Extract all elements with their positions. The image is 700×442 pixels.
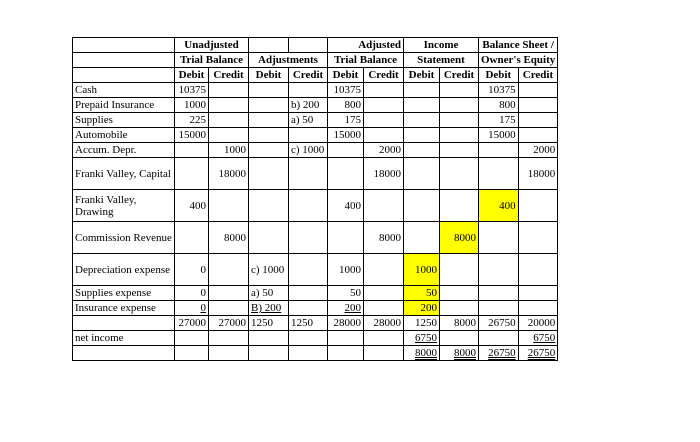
amount-cell (209, 346, 249, 361)
amount-cell (328, 143, 364, 158)
column-header-debit: Debit (328, 68, 364, 83)
worksheet-table (72, 37, 558, 361)
amount-cell (175, 254, 209, 286)
worksheet-row (73, 346, 558, 361)
worksheet-row (73, 158, 558, 190)
amount-cell (364, 301, 404, 316)
amount-cell (209, 143, 249, 158)
amount-cell (404, 158, 440, 190)
account-label: Franki Valley, Capital (73, 158, 175, 190)
amount-cell (404, 331, 440, 346)
amount-value: 28000 (333, 317, 361, 329)
amount-cell (479, 346, 519, 361)
worksheet-row (73, 222, 558, 254)
amount-value: 50 (426, 287, 437, 299)
amount-value: 800 (499, 99, 516, 111)
amount-cell (404, 286, 440, 301)
amount-cell (479, 83, 519, 98)
header-income: Income (404, 38, 479, 53)
amount-cell (440, 346, 479, 361)
amount-cell (328, 331, 364, 346)
account-label: Cash (73, 83, 175, 98)
amount-cell (364, 331, 404, 346)
amount-cell (364, 286, 404, 301)
amount-cell (209, 254, 249, 286)
amount-cell (175, 301, 209, 316)
amount-cell (209, 222, 249, 254)
amount-cell (249, 254, 289, 286)
worksheet-row (73, 113, 558, 128)
amount-cell (175, 286, 209, 301)
column-header-credit: Credit (289, 68, 328, 83)
amount-value: 26750 (488, 317, 516, 329)
amount-cell (404, 113, 440, 128)
amount-cell (440, 190, 479, 222)
amount-cell (518, 158, 558, 190)
amount-cell (209, 128, 249, 143)
amount-value: 1250 (291, 317, 313, 329)
amount-value: 8000 (224, 231, 246, 244)
amount-value: 6750 (533, 332, 556, 344)
amount-cell (404, 128, 440, 143)
amount-value: 800 (344, 99, 361, 111)
amount-value: 1250 (251, 317, 273, 329)
header-blank (73, 68, 175, 83)
amount-cell (249, 346, 289, 361)
amount-cell (404, 83, 440, 98)
column-header-credit: Credit (364, 68, 404, 83)
amount-cell (479, 113, 519, 128)
amount-value: 8000 (379, 231, 401, 244)
account-label: Franki Valley, Drawing (73, 190, 175, 222)
amount-value: 2000 (379, 144, 401, 156)
amount-value: 0 (200, 287, 206, 299)
amount-value: 28000 (373, 317, 401, 329)
worksheet-row (73, 98, 558, 113)
amount-cell (328, 113, 364, 128)
amount-cell (209, 286, 249, 301)
header-blank (73, 53, 175, 68)
amount-cell (479, 98, 519, 113)
amount-cell (175, 83, 209, 98)
amount-cell (175, 128, 209, 143)
amount-value: 1000 (415, 263, 437, 276)
amount-cell (518, 143, 558, 158)
amount-cell (364, 190, 404, 222)
amount-cell (328, 286, 364, 301)
amount-cell (364, 143, 404, 158)
header-statement: Statement (404, 53, 479, 68)
amount-cell (328, 190, 364, 222)
amount-value: 0 (200, 302, 206, 314)
column-header-credit: Credit (440, 68, 479, 83)
header-unadjusted: Unadjusted (175, 38, 249, 53)
amount-cell (328, 98, 364, 113)
amount-cell (440, 286, 479, 301)
amount-value: 18000 (218, 167, 246, 180)
amount-cell (289, 346, 328, 361)
amount-value: 26750 (488, 347, 516, 359)
amount-cell (175, 316, 209, 331)
amount-cell (249, 301, 289, 316)
account-label: Accum. Depr. (73, 143, 175, 158)
header-owners-equity: Owner's Equity (479, 53, 558, 68)
amount-cell (175, 331, 209, 346)
amount-value: 50 (350, 287, 361, 299)
column-header-debit: Debit (175, 68, 209, 83)
amount-value: 18000 (373, 167, 401, 180)
amount-cell (249, 128, 289, 143)
amount-cell (249, 222, 289, 254)
amount-cell (328, 222, 364, 254)
amount-value: 6750 (415, 332, 437, 344)
amount-cell (249, 190, 289, 222)
amount-cell (328, 254, 364, 286)
account-label (73, 346, 175, 361)
amount-cell (440, 331, 479, 346)
account-label: Supplies expense (73, 286, 175, 301)
header-trial-balance-unadjusted: Trial Balance (175, 53, 249, 68)
worksheet-row (73, 143, 558, 158)
amount-value: 175 (499, 114, 516, 126)
amount-cell (364, 128, 404, 143)
amount-cell (404, 316, 440, 331)
amount-cell (364, 83, 404, 98)
header-blank (73, 38, 175, 53)
account-label: Depreciation expense (73, 254, 175, 286)
amount-cell (328, 316, 364, 331)
amount-value: 20000 (527, 317, 556, 329)
amount-cell (479, 190, 519, 222)
amount-value: 18000 (527, 167, 556, 180)
amount-value: 400 (499, 199, 516, 212)
worksheet-row (73, 316, 558, 331)
amount-cell (479, 222, 519, 254)
amount-cell (518, 286, 558, 301)
amount-value: 400 (344, 199, 361, 212)
worksheet-row (73, 331, 558, 346)
amount-cell (440, 113, 479, 128)
amount-cell (209, 113, 249, 128)
worksheet-row (73, 190, 558, 222)
amount-cell (289, 254, 328, 286)
column-header-debit: Debit (249, 68, 289, 83)
amount-value: b) 200 (291, 99, 320, 111)
amount-cell (328, 301, 364, 316)
amount-cell (249, 143, 289, 158)
header-adjusted: Adjusted (328, 38, 404, 53)
amount-value: 8000 (454, 231, 476, 244)
column-header-credit: Credit (209, 68, 249, 83)
amount-cell (364, 254, 404, 286)
amount-cell (518, 331, 558, 346)
amount-cell (440, 222, 479, 254)
header-trial-balance-adjusted: Trial Balance (328, 53, 404, 68)
amount-cell (364, 222, 404, 254)
amount-cell (209, 316, 249, 331)
amount-value: 15000 (178, 129, 206, 141)
amount-cell (440, 98, 479, 113)
amount-value: 1250 (415, 317, 437, 329)
amount-cell (518, 113, 558, 128)
amount-cell (328, 83, 364, 98)
amount-cell (209, 190, 249, 222)
account-label: Commission Revenue (73, 222, 175, 254)
amount-cell (209, 158, 249, 190)
amount-cell (404, 190, 440, 222)
amount-value: c) 1000 (251, 263, 285, 276)
header-blank (249, 38, 289, 53)
amount-value: 26750 (527, 347, 556, 359)
amount-cell (289, 158, 328, 190)
amount-value: 2000 (533, 144, 556, 156)
column-header-debit: Debit (479, 68, 519, 83)
amount-value: 225 (189, 114, 206, 126)
amount-cell (209, 301, 249, 316)
amount-cell (479, 301, 519, 316)
amount-cell (289, 190, 328, 222)
amount-value: 10375 (488, 84, 516, 96)
header-balance-sheet: Balance Sheet / (479, 38, 558, 53)
amount-value: 400 (189, 199, 206, 212)
amount-value: 1000 (224, 144, 246, 156)
amount-cell (479, 254, 519, 286)
amount-cell (364, 158, 404, 190)
amount-cell (364, 346, 404, 361)
amount-cell (518, 301, 558, 316)
amount-cell (328, 346, 364, 361)
amount-cell (249, 83, 289, 98)
amount-cell (440, 301, 479, 316)
amount-cell (175, 346, 209, 361)
account-label: Automobile (73, 128, 175, 143)
amount-cell (175, 143, 209, 158)
amount-cell (440, 254, 479, 286)
amount-cell (440, 83, 479, 98)
amount-value: 200 (420, 302, 437, 314)
amount-cell (479, 158, 519, 190)
amount-cell (209, 98, 249, 113)
column-header-row (73, 68, 558, 83)
amount-cell (479, 316, 519, 331)
amount-cell (289, 301, 328, 316)
column-header-credit: Credit (518, 68, 558, 83)
amount-cell (249, 98, 289, 113)
amount-cell (404, 301, 440, 316)
amount-value: B) 200 (251, 302, 282, 314)
amount-cell (249, 286, 289, 301)
amount-cell (518, 346, 558, 361)
amount-cell (289, 98, 328, 113)
worksheet-row (73, 128, 558, 143)
amount-cell (364, 316, 404, 331)
amount-cell (328, 128, 364, 143)
header-adjustments: Adjustments (249, 53, 328, 68)
amount-cell (404, 98, 440, 113)
column-header-debit: Debit (404, 68, 440, 83)
amount-cell (518, 98, 558, 113)
amount-cell (440, 128, 479, 143)
amount-cell (209, 331, 249, 346)
amount-value: 0 (200, 263, 206, 276)
amount-value: c) 1000 (291, 144, 325, 156)
amount-cell (440, 158, 479, 190)
amount-cell (289, 143, 328, 158)
amount-cell (518, 254, 558, 286)
amount-cell (404, 254, 440, 286)
amount-cell (364, 113, 404, 128)
amount-cell (209, 83, 249, 98)
worksheet-row (73, 301, 558, 316)
worksheet-row (73, 286, 558, 301)
worksheet-row (73, 83, 558, 98)
amount-value: 27000 (178, 317, 206, 329)
amount-value: 15000 (333, 129, 361, 141)
amount-cell (289, 222, 328, 254)
account-label: Prepaid Insurance (73, 98, 175, 113)
account-label: Supplies (73, 113, 175, 128)
amount-cell (175, 158, 209, 190)
amount-cell (518, 222, 558, 254)
amount-value: 175 (344, 114, 361, 126)
amount-cell (249, 158, 289, 190)
amount-cell (175, 190, 209, 222)
amount-cell (364, 98, 404, 113)
amount-cell (289, 316, 328, 331)
amount-cell (479, 128, 519, 143)
header-row-1 (73, 38, 558, 53)
amount-cell (404, 143, 440, 158)
header-blank (289, 38, 328, 53)
amount-value: 10375 (333, 84, 361, 96)
amount-value: 8000 (415, 347, 437, 359)
amount-cell (289, 113, 328, 128)
amount-value: 8000 (454, 317, 476, 329)
amount-cell (440, 143, 479, 158)
amount-cell (289, 83, 328, 98)
account-label (73, 316, 175, 331)
account-label: Insurance expense (73, 301, 175, 316)
amount-value: 15000 (488, 129, 516, 141)
amount-cell (249, 331, 289, 346)
amount-cell (518, 83, 558, 98)
amount-cell (289, 331, 328, 346)
amount-value: 27000 (218, 317, 246, 329)
amount-cell (289, 286, 328, 301)
amount-value: 1000 (339, 263, 361, 276)
amount-cell (518, 128, 558, 143)
amount-cell (404, 346, 440, 361)
amount-cell (518, 316, 558, 331)
amount-cell (479, 143, 519, 158)
amount-value: 200 (344, 302, 361, 314)
amount-value: 10375 (178, 84, 206, 96)
amount-cell (404, 222, 440, 254)
amount-cell (479, 286, 519, 301)
amount-value: 1000 (184, 99, 206, 111)
amount-value: a) 50 (291, 114, 314, 126)
amount-cell (518, 190, 558, 222)
header-row-2 (73, 53, 558, 68)
amount-cell (175, 113, 209, 128)
amount-cell (249, 113, 289, 128)
amount-cell (175, 98, 209, 113)
amount-cell (249, 316, 289, 331)
amount-cell (479, 331, 519, 346)
account-label: net income (73, 331, 175, 346)
amount-cell (440, 316, 479, 331)
worksheet-row (73, 254, 558, 286)
amount-cell (175, 222, 209, 254)
amount-cell (328, 158, 364, 190)
amount-cell (289, 128, 328, 143)
amount-value: a) 50 (251, 287, 274, 299)
amount-value: 8000 (454, 347, 476, 359)
